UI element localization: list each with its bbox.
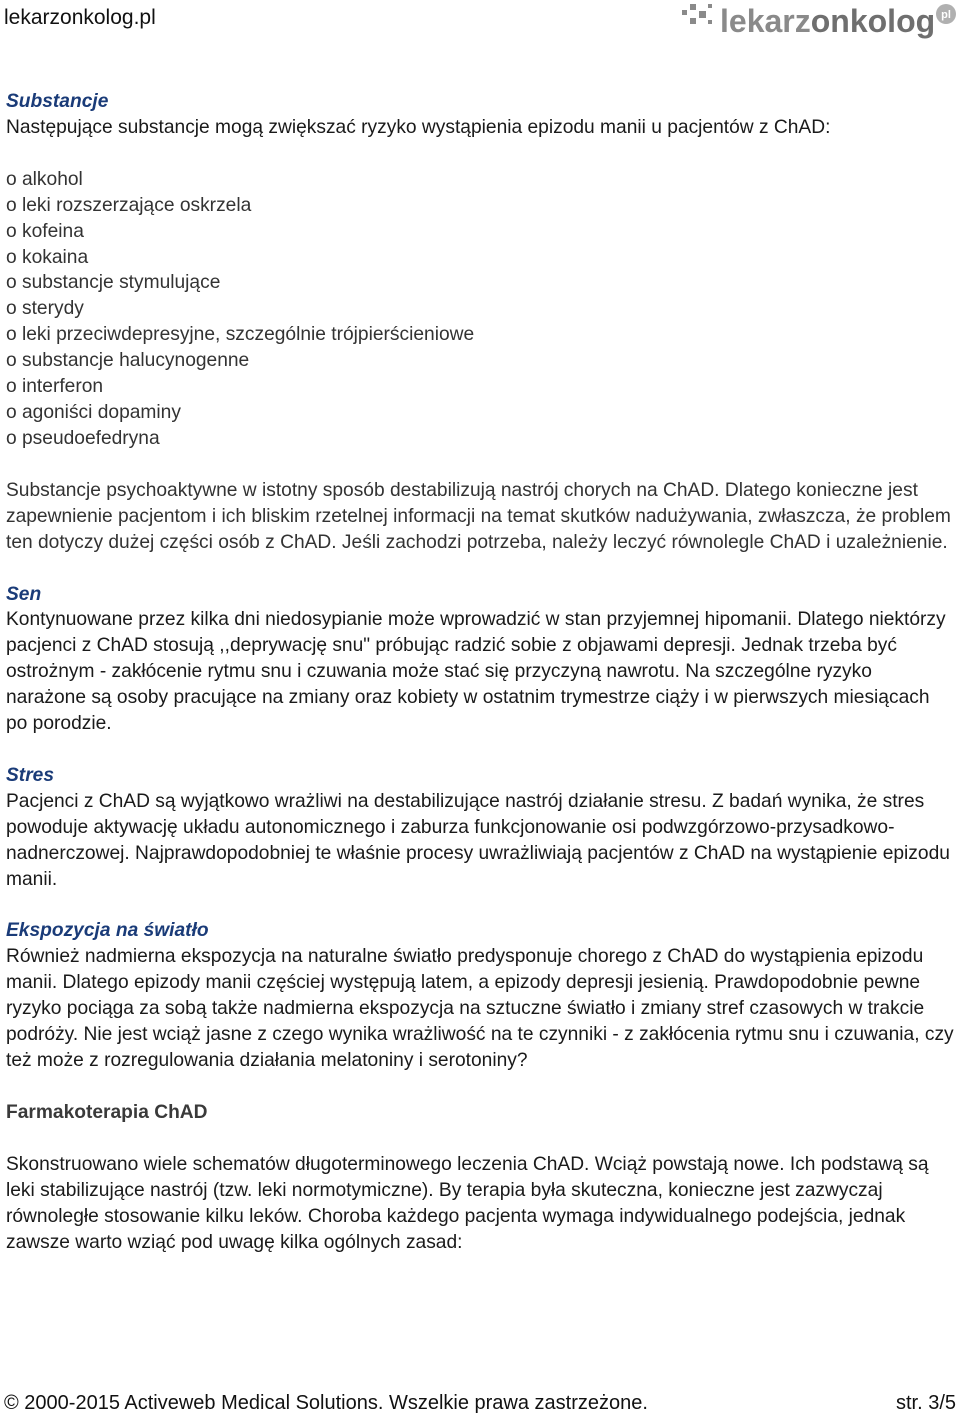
substancje-list xyxy=(6,167,956,452)
list-item: o agoniści dopaminy xyxy=(6,401,181,423)
list-item: o interferon xyxy=(6,376,104,398)
list-item: o substancje stymulujące xyxy=(6,272,221,294)
svg-text:lekarzonkolog xyxy=(720,3,935,39)
heading-substancje: Substancje xyxy=(6,91,109,112)
logo-text-a: lekarz xyxy=(720,3,811,39)
substancje-paragraph: Substancje psychoaktywne w istotny sposób destabilizują nastrój chorych na ChAD. Dlatego konieczne jest zapewnienie pacjentom i ich bliskim rzetelnej informacji na temat skutków nadużywania, zwłaszcza, że problem ten dotyczy dużej części osób z ChAD. Jeśli zachodzi potrzeba, należy leczyć równolegle ChAD i uzależnienie. xyxy=(6,479,951,553)
sen-paragraph: Kontynuowane przez kilka dni niedosypianie może wprowadzić w stan przyjemnej hipomanii. Dlatego niektórzy pacjenci z ChAD stosują ,,deprywację snu" próbując radzić sobie z objawami depresji. Jednak trzeba być ostrożnym - zakłócenie rytmu snu i czuwania może stać się przyczyną nawrotu. Na szczególne ryzyko narażone są osoby pracujące na zmiany oraz kobiety w ostatnim trymestrze ciąży i w pierwszych miesiącach po porodzie. xyxy=(6,609,946,735)
heading-sen: Sen xyxy=(6,583,42,605)
list-item: o leki przeciwdepresyjne, szczególnie trójpierścieniowe xyxy=(6,324,475,346)
farmakoterapia-paragraph: Skonstruowano wiele schematów długoterminowego leczenia ChAD. Wciąż powstają nowe. Ich podstawą są leki stabilizujące nastrój (tzw. leki normotymiczne). By terapia była skuteczna, konieczne jest zazwyczaj równoległe stosowanie kilku leków. Choroba każdego pacjenta wymaga indywidualnego podejścia, jednak zawsze warto wziąć pod uwagę kilka ogólnych zasad: xyxy=(6,1153,929,1253)
swiatlo-paragraph: Również nadmierna ekspozycja na naturalne światło predysponuje chorego z ChAD do wystąpienia epizodu manii. Dlatego epizody manii częściej występują latem, a epizody depresji jesienią. Prawdopodobnie pewne ryzyko pociąga za sobą także nadmierna ekspozycja na sztuczne światło i zmiany stref czasowych w trakcie podróży. Nie jest wciąż jasne z czego wynika wrażliwość na te czynniki - z zakłócenia rytmu snu i czuwania, czy też może z rozregulowania działania melatoniny i serotoniny? xyxy=(6,946,954,1071)
article-content xyxy=(6,89,956,1255)
substancje-intro: Następujące substancje mogą zwiększać ryzyko wystąpienia epizodu manii u pacjentów z ChAD: xyxy=(6,116,831,138)
list-item: o alkohol xyxy=(6,168,83,190)
list-item: o pseudoefedryna xyxy=(6,427,160,449)
footer-copyright: © 2000-2015 Activeweb Medical Solutions. Wszelkie prawa zastrzeżone. xyxy=(4,1392,648,1414)
heading-swiatlo: Ekspozycja na światło xyxy=(6,920,209,942)
heading-stres: Stres xyxy=(6,764,54,786)
list-item: o kokaina xyxy=(6,246,89,268)
list-item: o leki rozszerzające oskrzela xyxy=(6,194,252,216)
stres-paragraph: Pacjenci z ChAD są wyjątkowo wrażliwi na destabilizujące nastrój działanie stresu. Z badań wynika, że stres powoduje aktywację układu autonomicznego i zaburza funkcjonowanie osi podwzgórzowo-przysadkowo-nadnerczowej. Najprawdopodobniej te właśnie procesy uwrażliwiają pacjentów z ChAD na wystąpienie epizodu manii. xyxy=(6,790,950,890)
logo-badge: pl xyxy=(941,9,951,21)
list-item: o sterydy xyxy=(6,298,84,320)
logo-dots-icon xyxy=(682,4,712,24)
list-item: o substancje halucynogenne xyxy=(6,350,250,372)
footer-page-number: str. 3/5 xyxy=(895,1392,956,1414)
lekarzonkolog-logo xyxy=(680,0,960,44)
heading-farmakoterapia: Farmakoterapia ChAD xyxy=(6,1101,208,1123)
list-item: o kofeina xyxy=(6,220,84,242)
logo-text-b: onkolog xyxy=(810,3,936,39)
site-name: lekarzonkolog.pl xyxy=(4,6,156,29)
